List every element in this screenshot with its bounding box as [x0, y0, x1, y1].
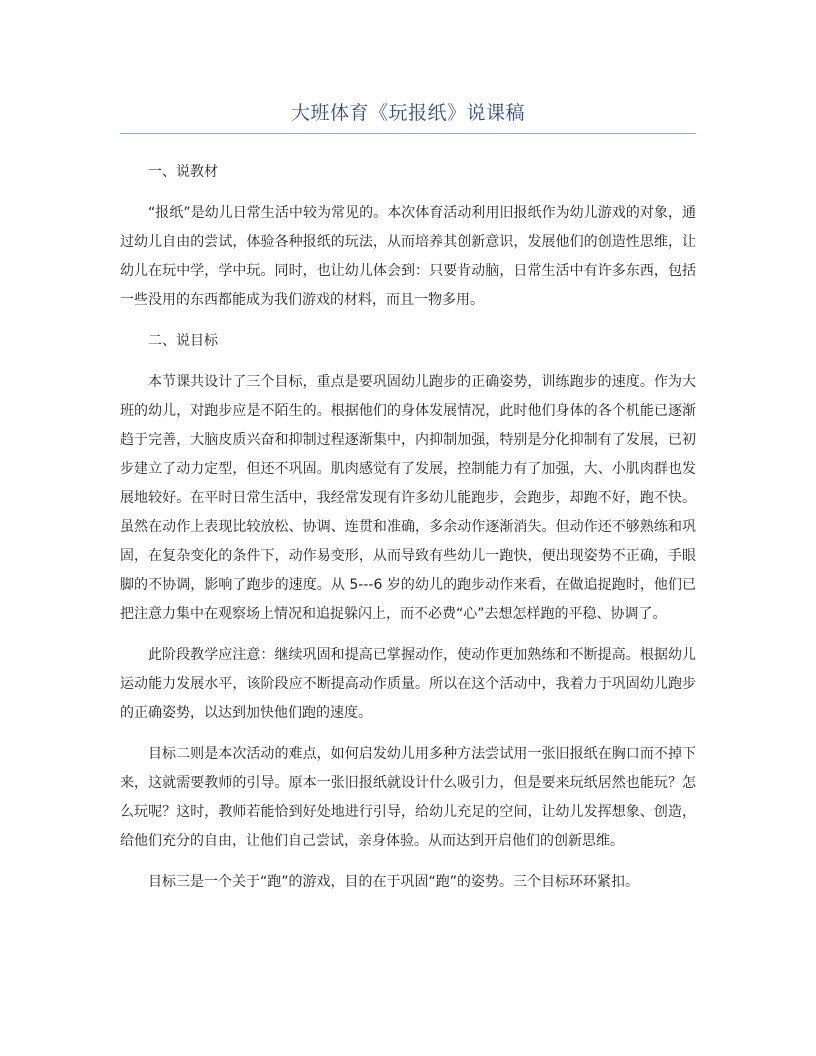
paragraph: “报纸”是幼儿日常生活中较为常见的。本次体育活动利用旧报纸作为幼儿游戏的对象，通过幼儿自由的尝试，体验各种报纸的玩法，从而培养其创新意识，发展他们的创造性思维，让幼儿在玩中学，学中玩。同时，也让幼儿体会到：只要肯动脑，日常生活中有许多东西，包括一些没用的东西都能成为我们游戏的材料，而且一物多用。: [120, 205, 696, 308]
document-title: 大班体育《玩报纸》说课稿: [290, 102, 525, 124]
title-underline: [120, 133, 696, 134]
paragraph: 目标二则是本次活动的难点，如何启发幼儿用多种方法尝试用一张旧报纸在胸口而不掉下来，这就需要教师的引导。原本一张旧报纸就设计什么吸引力，但是要来玩纸居然也能玩？怎么玩呢？这时，教师若能恰到好处地进行引导，给幼儿充足的空间，让幼儿发挥想象、创造，给他们充分的自由，让他们自己尝试，亲身体验。从而达到开启他们的创新思维。: [120, 746, 696, 849]
paragraph: 本节课共设计了三个目标，重点是要巩固幼儿跑步的正确姿势，训练跑步的速度。作为大班的幼儿，对跑步应是不陌生的。根据他们的身体发展情况，此时他们身体的各个机能已逐渐趋于完善，大脑皮质兴奋和抑制过程逐渐集中，内抑制加强，特别是分化抑制有了发展，已初步建立了动力定型，但还不巩固。肌肉感觉有了发展，控制能力有了加强，大、小肌肉群也发展地较好。在平时日常生活中，我经常发现有许多幼儿能跑步，会跑步，却跑不好，跑不快。虽然在动作上表现比较放松、协调、连贯和准确，多余动作逐渐消失。但动作还不够熟练和巩固，在复杂变化的条件下，动作易变形，从而导致有些幼儿一跑快，便出现姿势不正确，手眼脚的不协调，影响了跑步的速度。从 5---6 岁的幼儿的跑步动作来看，在做追捉跑时，他们已把注意力集中在观察场上情况和追捉躲闪上，而不必费“心”去想怎样跑的平稳、协调了。: [120, 374, 696, 622]
document-body: [120, 158, 696, 909]
section-heading-teaching-material: 一、说教材: [148, 164, 218, 180]
paragraph: 目标三是一个关于“跑”的游戏，目的在于巩固“跑”的姿势。三个目标环环紧扣。: [148, 874, 640, 890]
paragraph: 此阶段教学应注意：继续巩固和提高已掌握动作，使动作更加熟练和不断提高。根据幼儿运动能力发展水平，该阶段应不断提高动作质量。所以在这个活动中，我着力于巩固幼儿跑步的正确姿势，以达到加快他们跑的速度。: [120, 647, 696, 721]
section-heading-goals: 二、说目标: [148, 333, 218, 349]
